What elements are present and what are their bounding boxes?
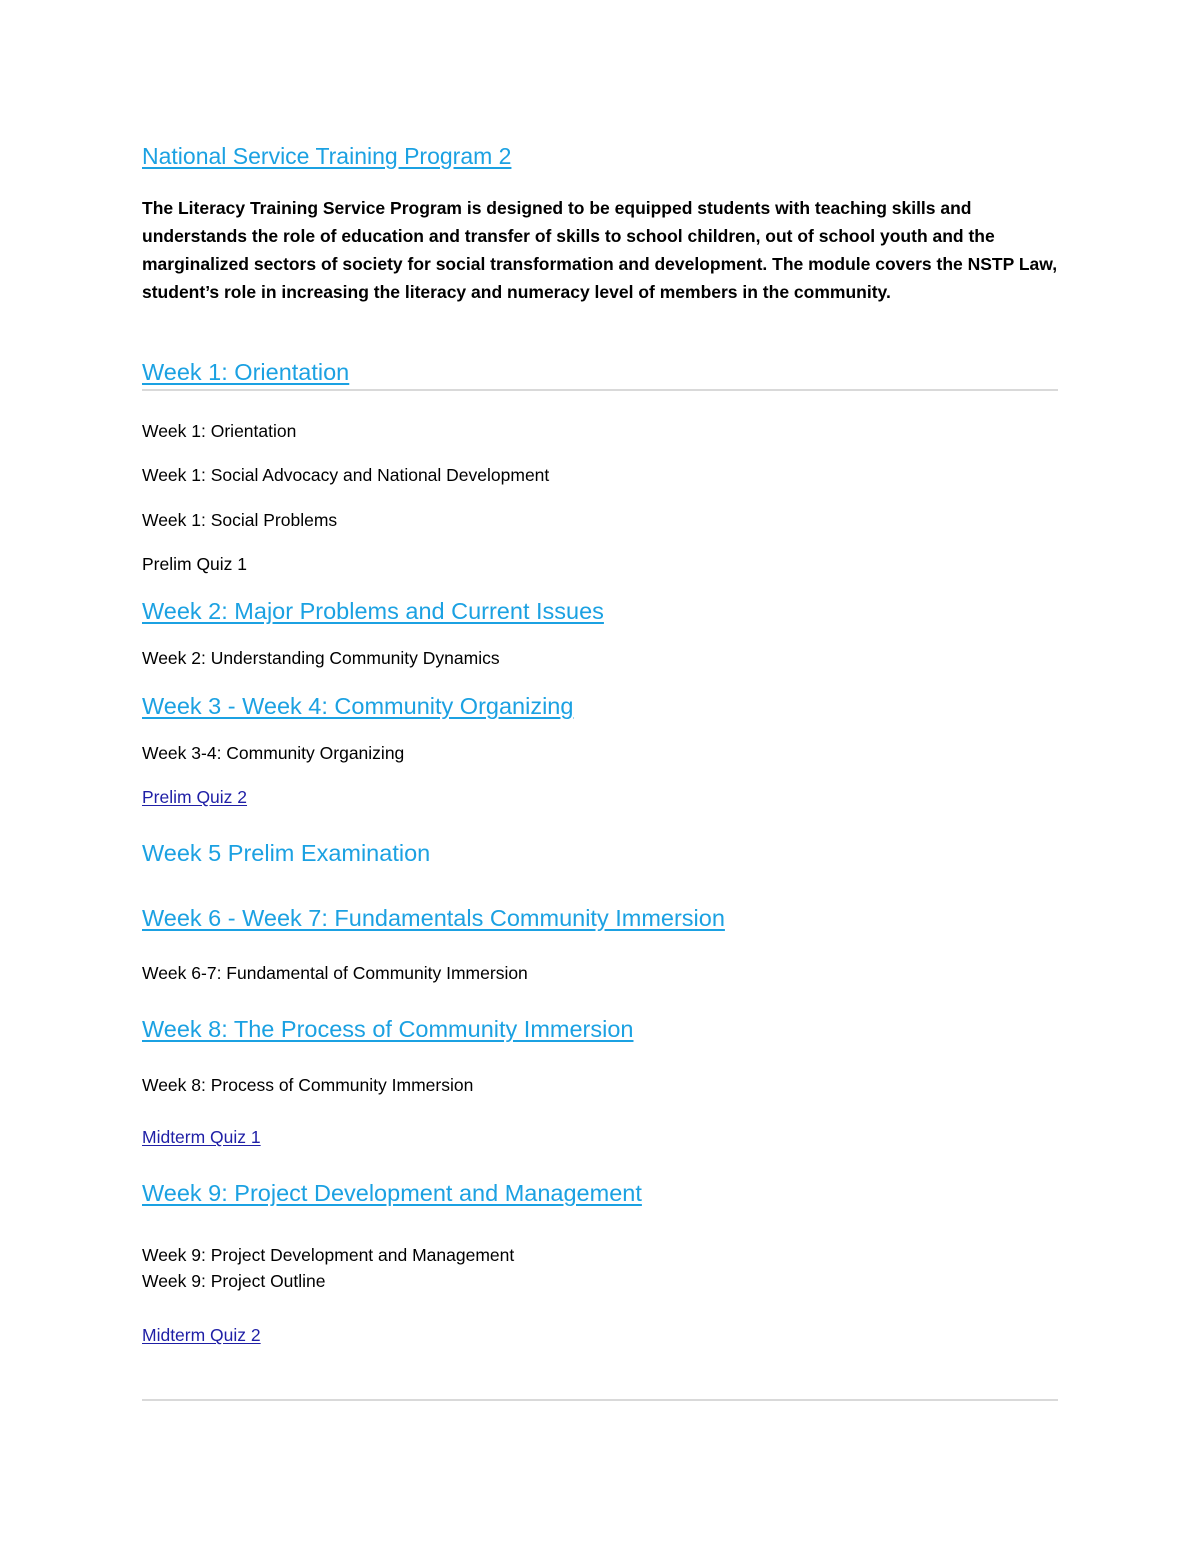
bottom-divider: [142, 1399, 1058, 1401]
week2-heading-link[interactable]: Week 2: Major Problems and Current Issues: [142, 598, 604, 624]
week1-heading-link[interactable]: Week 1: Orientation: [142, 359, 350, 385]
week5-heading: Week 5 Prelim Examination: [142, 840, 431, 866]
prelim-quiz-1: Prelim Quiz 1: [142, 554, 248, 574]
week3-4-item-community-organizing: Week 3-4: Community Organizing: [142, 743, 405, 763]
week8-item-process: Week 8: Process of Community Immersion: [142, 1075, 474, 1095]
week1-item-social-problems: Week 1: Social Problems: [142, 510, 338, 530]
week1-item-orientation: Week 1: Orientation: [142, 421, 297, 441]
week1-item-social-advocacy: Week 1: Social Advocacy and National Development: [142, 465, 550, 485]
intro-paragraph: The Literacy Training Service Program is designed to be equipped students with teaching skills and understands the role of education and transfer of skills to school children, out of school youth and the marginalized sectors of society for social transformation and development. The module covers the NSTP Law, student’s role in increasing the literacy and numeracy level of members in the community.: [142, 198, 1058, 302]
week9-item-project-outline: Week 9: Project Outline: [142, 1271, 326, 1291]
week8-heading-link[interactable]: Week 8: The Process of Community Immersion: [142, 1016, 634, 1042]
week3-4-heading-link[interactable]: Week 3 - Week 4: Community Organizing: [142, 693, 574, 719]
document-title-link[interactable]: National Service Training Program 2: [142, 143, 512, 169]
section-divider: [142, 389, 1058, 391]
week2-item-community-dynamics: Week 2: Understanding Community Dynamics: [142, 648, 500, 668]
week9-item-project-development: Week 9: Project Development and Management: [142, 1245, 515, 1265]
midterm-quiz-2-link[interactable]: Midterm Quiz 2: [142, 1325, 261, 1345]
week6-7-item-community-immersion: Week 6-7: Fundamental of Community Immersion: [142, 963, 528, 983]
prelim-quiz-2-link[interactable]: Prelim Quiz 2: [142, 787, 248, 807]
midterm-quiz-1-link[interactable]: Midterm Quiz 1: [142, 1127, 261, 1147]
week6-7-heading-link[interactable]: Week 6 - Week 7: Fundamentals Community Immersion: [142, 905, 725, 931]
week9-heading-link[interactable]: Week 9: Project Development and Management: [142, 1180, 642, 1206]
